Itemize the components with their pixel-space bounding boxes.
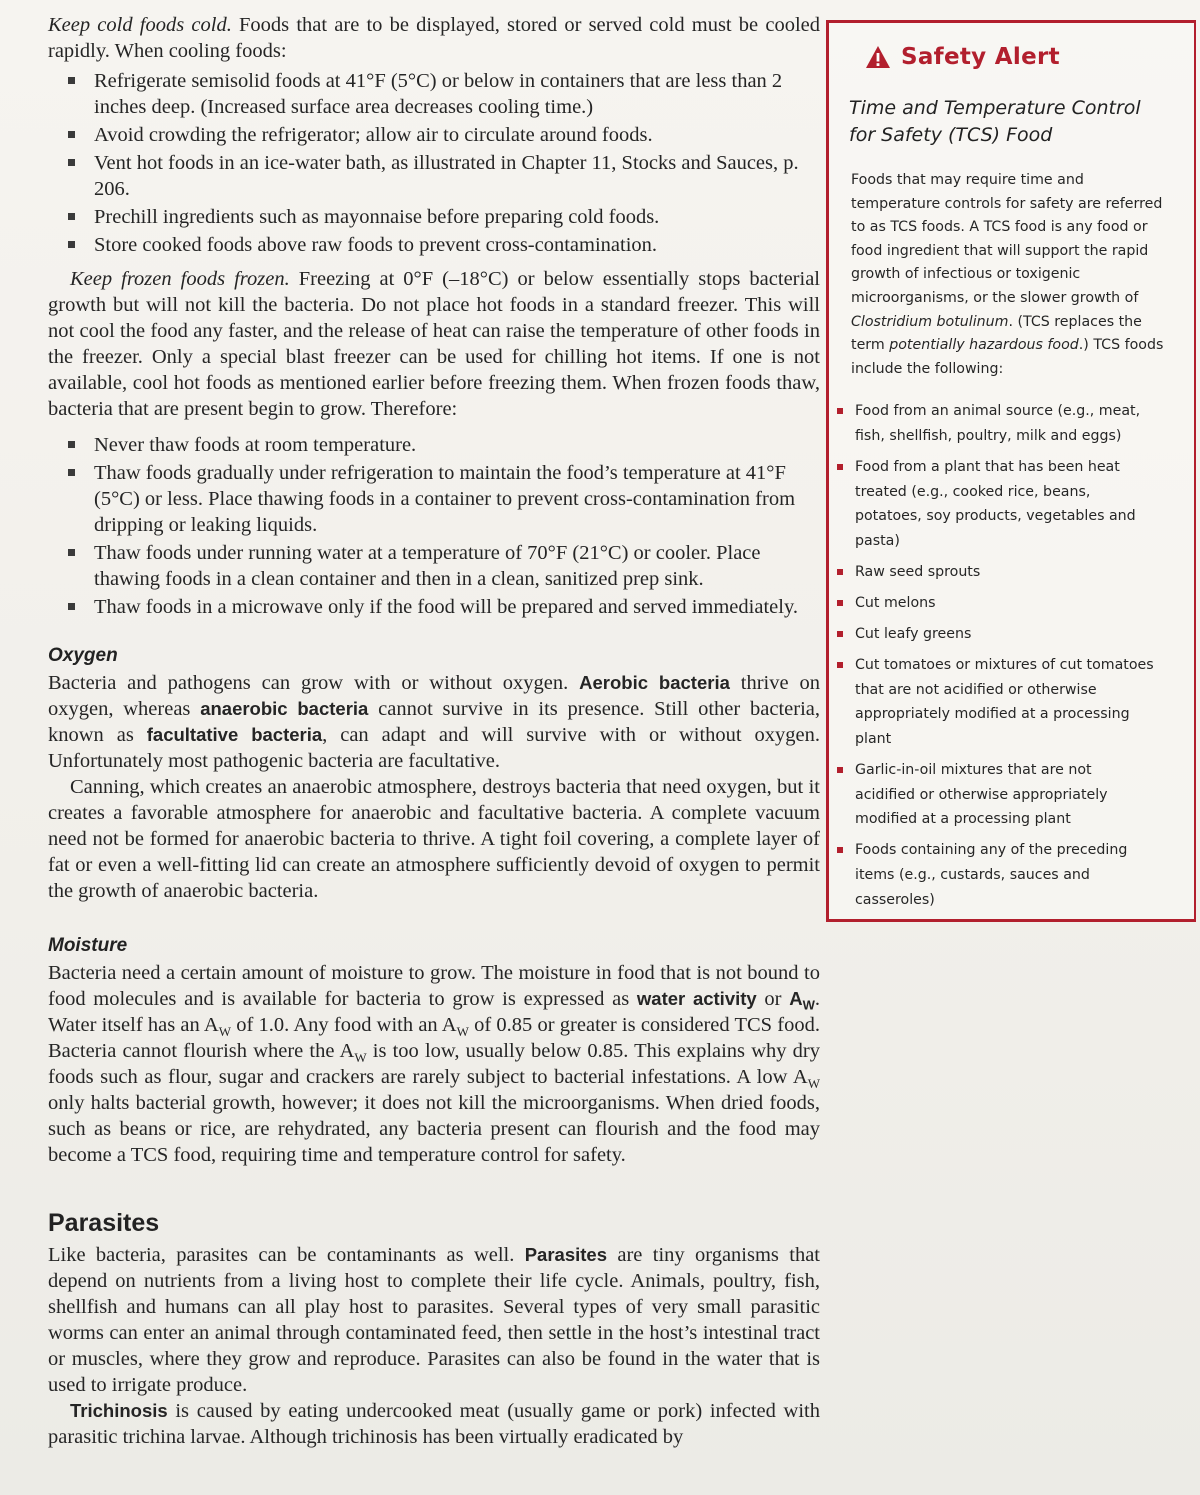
aw-subscript: W <box>456 1024 469 1040</box>
list-item: Cut melons <box>855 591 1155 616</box>
frozen-foods-text: Freezing at 0°F (–18°C) or below essentially stops bacterial growth but will not kill the bacteria. Do not place hot foods in a standard freezer. This will not cool the food any faster, and the release of heat can raise the temperature of other foods in the freezer. Only a special blast freezer can be used for chilling hot items. If one is not available, cool hot foods as mentioned earlier before freezing them. When frozen foods thaw, bacteria that are present begin to grow. Therefore: <box>48 268 820 420</box>
moisture-text-b: or <box>756 988 790 1010</box>
oxygen-heading: Oxygen <box>48 645 118 666</box>
moisture-text-e: of 0.85 or greater is considered TCS food. Bacteria cannot flourish where the <box>48 1014 820 1062</box>
alert-text-c: .) TCS foods include the following: <box>851 337 1164 377</box>
list-item: Store cooked foods above raw foods to prevent cross-contamination. <box>94 232 820 258</box>
frozen-foods-paragraph <box>48 266 820 422</box>
oxygen-text-c: cannot survive in its presence. Still other bacteria, known as <box>48 698 820 746</box>
term-trichinosis: Trichinosis <box>70 1400 168 1421</box>
list-item: Thaw foods under running water at a temperature of 70°F (21°C) or cooler. Place thawing foods in a clean container and then in a clean, sanitized prep sink. <box>94 540 820 592</box>
frozen-foods-lead: Keep frozen foods frozen. <box>70 268 290 290</box>
alert-text-b: . (TCS replaces the term <box>851 313 1142 354</box>
oxygen-text-b: thrive on oxygen, whereas <box>48 672 820 720</box>
tcs-foods-list <box>829 399 1155 912</box>
list-item: Never thaw foods at room temperature. <box>94 432 820 458</box>
list-item: Food from an animal source (e.g., meat, fish, shellfish, poultry, milk and eggs) <box>855 399 1155 448</box>
aw-symbol <box>789 988 815 1013</box>
moisture-paragraph <box>48 960 820 1168</box>
term-facultative-bacteria: facultative bacteria <box>146 724 323 745</box>
aw-symbol <box>441 1014 469 1040</box>
aw-symbol <box>792 1066 820 1092</box>
moisture-text-a: Bacteria need a certain amount of moisture to grow. The moisture in food that is not bound to food molecules and is available for bacteria to grow is expressed as <box>48 962 820 1010</box>
safety-alert-intro <box>851 169 1169 381</box>
parasites-paragraph-2 <box>48 1398 820 1450</box>
main-column <box>48 12 820 1450</box>
term-aerobic-bacteria: Aerobic bacteria <box>579 672 730 693</box>
aw-letter: A <box>792 1066 808 1088</box>
trichinosis-text: is caused by eating undercooked meat (usually game or pork) infected with parasitic trichina larvae. Although trichinosis has been virtually eradicated by <box>48 1400 820 1448</box>
list-item: Vent hot foods in an ice-water bath, as illustrated in Chapter 11, Stocks and Sauces, p. 206. <box>94 150 820 202</box>
list-item: Thaw foods in a microwave only if the food will be prepared and served immediately. <box>94 594 820 620</box>
moisture-heading: Moisture <box>48 935 128 956</box>
list-item: Garlic-in-oil mixtures that are not acidified or otherwise appropriately modified at a processing plant <box>855 758 1155 832</box>
aw-subscript: W <box>802 997 815 1013</box>
list-item: Food from a plant that has been heat treated (e.g., cooked rice, beans, potatoes, soy products, vegetables and pasta) <box>855 455 1155 553</box>
alert-text-a: Foods that may require time and temperature controls for safety are referred to as TCS foods. A TCS food is any food or food ingredient that will support the rapid growth of infectious or toxigenic microorganisms, or the slower growth of <box>851 172 1163 306</box>
moisture-text-f: is too low, usually below 0.85. This explains why dry foods such as flour, sugar and crackers are rarely subject to bacterial infestations. A low <box>48 1040 820 1088</box>
oxygen-text-a: Bacteria and pathogens can grow with or without oxygen. <box>48 672 580 694</box>
safety-alert-subtitle: Time and Temperature Control for Safety (TCS) Food <box>849 97 1141 146</box>
parasites-text-b: are tiny organisms that depend on nutrients from a living host to complete their life cycle. Animals, poultry, fish, shellfish and humans can all play host to parasites. Several types of very small parasitic worms can enter an animal through contaminated feed, then settle in the host’s intestinal tract or muscles, where they grow and reproduce. Parasites can also be found in the water that is used to irrigate produce. <box>48 1244 820 1396</box>
warning-triangle-icon <box>865 45 891 69</box>
phf-term: potentially hazardous food <box>889 337 1079 354</box>
aw-letter: A <box>203 1014 219 1036</box>
aw-letter: A <box>441 1014 457 1036</box>
aw-subscript: W <box>807 1076 820 1092</box>
list-item: Cut tomatoes or mixtures of cut tomatoes that are not acidified or otherwise appropriately modified at a processing plant <box>855 653 1155 751</box>
safety-alert-header <box>829 23 1194 79</box>
list-item: Foods containing any of the preceding items (e.g., custards, sauces and casseroles) <box>855 838 1155 912</box>
aw-subscript: W <box>354 1050 367 1066</box>
aw-symbol <box>339 1040 367 1066</box>
thawing-list <box>48 432 820 620</box>
term-anaerobic-bacteria: anaerobic bacteria <box>200 698 369 719</box>
moisture-text-g: only halts bacterial growth, however; it does not kill the microorganisms. When dried foods, such as beans or rice, are rehydrated, any bacteria present can flourish and the food may become a TCS food, requiring time and temperature control for safety. <box>48 1092 820 1166</box>
moisture-text-c: . Water itself has an <box>48 988 820 1036</box>
cold-foods-text: Foods that are to be displayed, stored or served cold must be cooled rapidly. When cooling foods: <box>48 14 820 62</box>
cold-foods-lead: Keep cold foods cold. <box>48 14 232 36</box>
aw-letter: A <box>339 1040 355 1062</box>
term-water-activity: water activity <box>636 988 757 1009</box>
aw-subscript: W <box>218 1024 231 1040</box>
safety-alert-box <box>826 20 1196 922</box>
safety-alert-body <box>851 169 1169 381</box>
list-item: Avoid crowding the refrigerator; allow air to circulate around foods. <box>94 122 820 148</box>
list-item: Cut leafy greens <box>855 622 1155 647</box>
aw-symbol <box>203 1014 231 1040</box>
list-item: Thaw foods gradually under refrigeration to maintain the food’s temperature at 41°F (5°C) or less. Place thawing foods in a container to prevent cross-contamination from dripping or leaking liquids. <box>94 460 820 538</box>
parasites-text-a: Like bacteria, parasites can be contaminants as well. <box>48 1244 525 1266</box>
term-parasites: Parasites <box>524 1244 608 1265</box>
aw-letter: A <box>789 988 803 1009</box>
oxygen-paragraph-2: Canning, which creates an anaerobic atmosphere, destroys bacteria that need oxygen, but it creates a favorable atmosphere for anaerobic and facultative bacteria. A complete vacuum need not be formed for anaerobic bacteria to thrive. A tight foil covering, a complete layer of fat or even a well-fitting lid can create an atmosphere sufficiently devoid of oxygen to permit the growth of anaerobic bacteria. <box>48 776 820 902</box>
parasites-paragraph-1 <box>48 1242 820 1398</box>
safety-alert-title: Safety Alert <box>901 44 1060 70</box>
list-item: Refrigerate semisolid foods at 41°F (5°C) or below in containers that are less than 2 inches deep. (Increased surface area decreases cooling time.) <box>94 68 820 120</box>
clostridium-term: Clostridium botulinum <box>851 313 1009 330</box>
cold-foods-paragraph <box>48 12 820 64</box>
oxygen-text-d: , can adapt and will survive with or without oxygen. Unfortunately most pathogenic bacteria are facultative. <box>48 724 820 772</box>
list-item: Raw seed sprouts <box>855 560 1155 585</box>
cold-foods-list <box>48 68 820 258</box>
moisture-text-d: of 1.0. Any food with an <box>230 1014 442 1036</box>
parasites-heading: Parasites <box>48 1209 160 1237</box>
oxygen-paragraph-1 <box>48 670 820 774</box>
list-item: Prechill ingredients such as mayonnaise before preparing cold foods. <box>94 204 820 230</box>
